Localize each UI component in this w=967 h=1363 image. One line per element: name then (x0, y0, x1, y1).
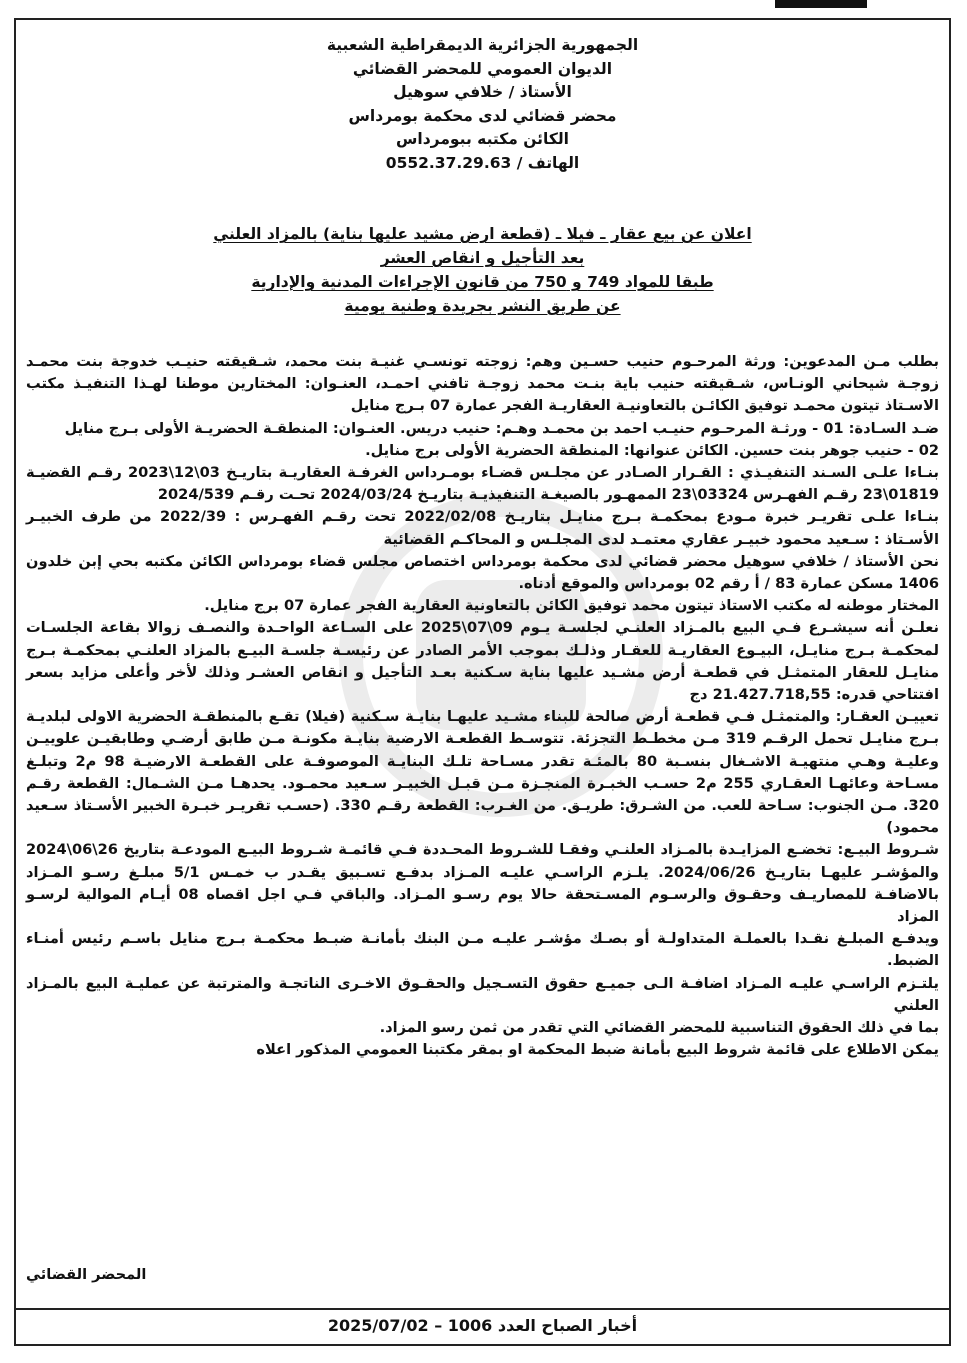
header-phone: الهاتف / 0552.37.29.63 (385, 153, 580, 172)
footer-divider (16, 1308, 949, 1310)
paragraph-domicile: المختار موطنه له مكتب الاستاذ تيتون محمد توفيق الكائن بالتعاونية العقارية الفجر عمارة 07 برج منايل. (204, 597, 939, 615)
header-role: محضر قضائي لدى محكمة بومرداس (348, 106, 617, 125)
paragraph-requesters: بطلب مـن المدعوين: ورثة المرحـوم حنيب حسـين وهم: زوجته تونسـي غنيـة بنت محمد، شـقيقته حنيـب خدوجة بنت محمـد زوجـة شيحاني الونـاس، شـقيقته حنيب باية بنـت محمد زوجـة تافني احمـد، العنـوان: المختارين موطنا لهـذا التنفيـذ مكتب الاسـتاذ تيتون محمـد توفيق الكائـن بالتعاونيـة العقاريـة الفجر عمارة 07 بـرج منايل (26, 353, 939, 415)
header-name: الأستاذ / خلافي سوهيل (393, 83, 572, 101)
paragraph-defendants: ضـد السـادة: 01 - ورثـة المرحـوم حنيـب احمد بن محمـد وهـم: حنيب دريس. العنـوان: المنطقـة الحضريـة الأولى بـرج منايل (64, 419, 939, 437)
paragraph-bailiff: نحن الأستاذ / خلافي سوهيل محضر قضائي لدى محكمة بومرداس اختصاص مجلس قضاء بومرداس الكائن مكتبه بحي إبن خلدون 1406 مسكن عمارة 83 / أ رقم 02 بومرداس والموقع أدناه. (26, 552, 939, 593)
paragraph-obligations: يلتـزم الراسـي عليـه المـزاد اضافـة الـى جميـع حقوق التسـجيل والحقـوق الاخـرى الناتجـة والمترتبة عن عمليـة البيع بالمـزاد العلني (26, 974, 939, 1014)
header-location: الكائن مكتبه ببومرداس (396, 130, 569, 148)
paragraph-expert-report: بنـاءا علـى تقريـر خبرة مـودع بمحكمـة بـرج منايـل بتاريـخ 2022/02/08 تحت رقـم الفهـرس : 2022/39 من طرف الخبيـر الأسـتاذ : سـعيد محمود خبيـر عقاري معتمـد لدى المجلـس و المحاكـم القضائية (26, 508, 939, 548)
announcement-titles (16, 222, 949, 318)
announcement-body (26, 351, 939, 1062)
title-line-2: بعد التأجيل و انقاص العشر (380, 249, 585, 267)
paragraph-consultation: يمكن الاطلاع على قائمة شروط البيع بأمانة ضبط المحكمة او بمقر مكتبنا العمومي المذكور اعلاه (256, 1041, 939, 1059)
signature-label: المحضر القضائي (26, 1266, 147, 1283)
paragraph-auction-notice: نعلـن أنه سيشـرع فـي البيع بالمـزاد العلنـي لجلسـة يـوم 09\07\2025 على السـاعة الواحـدة والنصـف زوالا بقاعة الجلسـات لمحكمـة بـرج منايـل، البيـوع العقاريـة للعقـار وذلـك بموجب الأمر الصادر عن رئيسـة جلسـة البيـع بالمزاد العلنـي بمحكمـة بـرج منايـل للعقار المتمثـل في قطعـة أرض مشـيد عليها بناية سـكنية بعـد التأجيل و انقاص العشـر وذلك لأخر وأعلى مزايد بسعر افتتاحي قدره: 21.427.718,55 دج (26, 619, 939, 704)
issuer-header (16, 34, 949, 175)
title-line-1: اعلان عن بيع عقار ـ فيلا ـ (قطعة ارض مشيد عليها بناية) بالمزاد العلني (213, 225, 752, 243)
header-office: الديوان العمومي للمحضر القضائي (352, 59, 613, 78)
paragraph-defendant-2: 02 - حنيب جوهر بنت حسين. الكائن عنوانها: المنطقة الحضرية الأولى برج منايل. (365, 441, 939, 459)
header-country: الجمهورية الجزائرية الديمقراطية الشعبية (326, 36, 639, 54)
paragraph-property-description: تعييـن العقـار: والمتمثـل فـي قطعـة أرض صالحة للبناء مشـيد عليهـا بنايـة سـكنية (فيلا) تقـع بالمنطقـة الحضرية الاولى لبلديـة بـرج منايـل تحمل الرقـم 319 مـن مخطـط التجزئة. تتوسـط القطعـة الارضية بنايـة مكونـة مـن طابق أرضـي وطابقيـن علوييـن وعليـة وهـي منتهيـة الاشـغال بنسـبة 80 بالمئـة تقدر مسـاحة تلـك البنايـة الموصوفـة على القطعـة الارضيـة 98 م2 وتبلـغ مسـاحة وعائهـا العقـاري 255 م2 حسـب الخبـرة المنجـزة مـن قبـل الخبيـر سـعيد محمـود. يحدهـا مـن الشـمال: القطعة رقـم 320. مـن الجنوب: سـاحة للعب. من الشـرق: طريـق. من الغـرب: القطعة رقـم 330. (حسـب تقريـر خبـرة الخبير الأسـتاذ سـعيد محمود) (26, 708, 939, 837)
paragraph-sale-conditions: شـروط البيـع: تخضـع المزايـدة بالمـزاد العلنـي وفقـا للشـروط المحـددة فـي قائمـة شـروط البيـع المودعـة بتاريخ 26\06\2024 والمؤشـر عليهـا بتاريـخ 2024/06/26. يلـزم الراسـي عليـه المـزاد بدفـع تسـبيق يقـدر ب خمـس 5/1 مبلـغ رسـو المـزاد بالاضافـة للمصاريـف وحقـوق والرسـوم المسـتحقة حالا يوم رسـو المـزاد. والباقي فـي اجل اقصاه 08 أيـام الموالية لرسـو المزاد (26, 841, 940, 926)
publication-footer: أخبار الصباح العدد 1006 – 2025/07/02 (327, 1316, 638, 1335)
paragraph-enforcement-title: بنـاءا علـى السـند التنفيـذي : القـرار الصـادر عن مجلـس قضـاء بومـرداس الغرفـة العقاريـة بتاريـخ 03\12\2023 رقـم القضيـة 01819\23 رقـم الفهـرس 03324\23 الممهـور بالصيغـة التنفيذيـة بتاريـخ 2024/03/24 تحـت رقـم 2024/539 (26, 464, 939, 504)
title-line-3: طبقا للمواد 749 و 750 من قانون الإجراءات المدنية والإدارية (251, 273, 714, 291)
announcement-frame (14, 18, 951, 1346)
top-black-bar (775, 0, 867, 8)
title-line-4: عن طريق النشر بجريدة وطنية يومية (344, 297, 621, 315)
paragraph-fees: بما في ذلك الحقوق التناسبية للمحضر القضائي التي تقدر من ثمن رسو المزاد. (379, 1019, 939, 1037)
paragraph-payment: ويدفـع المبلـغ نقـدا بالعملـة المتداولـة أو بصـك مؤشـر عليـه مـن البنك بأمانـة ضبـط محكمـة بـرج منايل باسـم رئيس أمنـاء الضبط. (26, 930, 939, 970)
